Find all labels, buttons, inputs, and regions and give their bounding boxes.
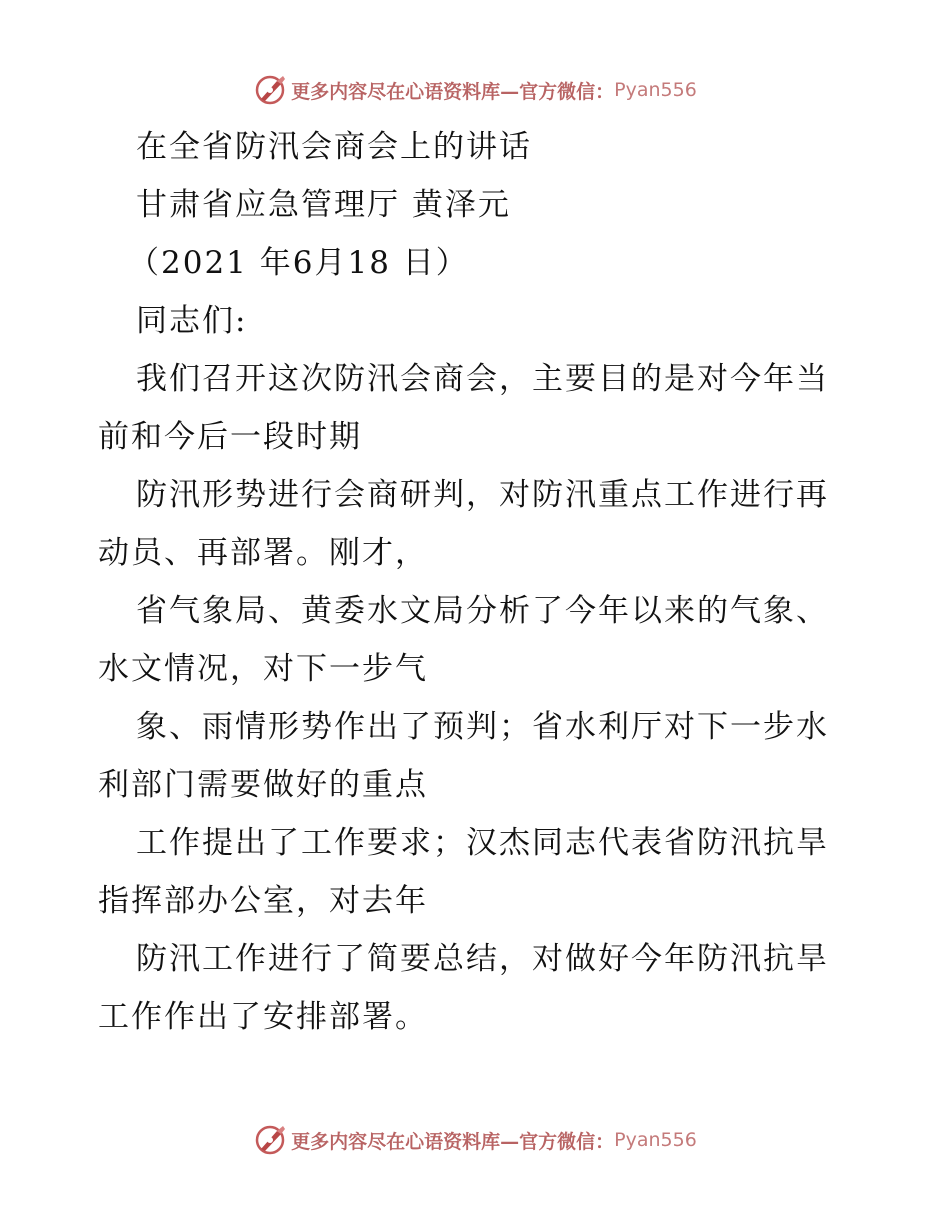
paragraph-line: 动员、再部署。刚才， [98, 535, 428, 571]
paragraph-line: 省气象局、黄委水文局分析了今年以来的气象、 [136, 593, 829, 629]
paragraph-line: 利部门需要做好的重点 [98, 767, 428, 803]
paragraph-line: 我们召开这次防汛会商会，主要目的是对今年当 [136, 361, 829, 397]
document-title: 在全省防汛会商会上的讲话 [136, 129, 532, 165]
paragraph-line: 防汛工作进行了简要总结，对做好今年防汛抗旱 [136, 941, 829, 977]
paragraph-line: 工作作出了安排部署。 [98, 999, 428, 1035]
watermark-text: 更多内容尽在心语资料库—官方微信： [291, 1130, 615, 1153]
pen-logo-icon [253, 71, 289, 107]
watermark-handle: Pyan556 [614, 1129, 697, 1151]
document-date: （2021 年6月18 日） [128, 245, 469, 281]
paragraph-line: 指挥部办公室，对去年 [98, 883, 428, 919]
document-author: 甘肃省应急管理厅 黄泽元 [136, 187, 511, 223]
paragraph-line: 前和今后一段时期 [98, 419, 362, 455]
watermark-handle: Pyan556 [614, 79, 697, 101]
paragraph-line: 水文情况，对下一步气 [98, 651, 428, 687]
document-salutation: 同志们: [136, 303, 248, 339]
document-body [98, 118, 858, 1046]
watermark-text: 更多内容尽在心语资料库—官方微信： [291, 80, 615, 103]
header-watermark [0, 70, 950, 110]
pen-logo-icon [253, 1121, 289, 1157]
paragraph-line: 防汛形势进行会商研判，对防汛重点工作进行再 [136, 477, 829, 513]
paragraph-line: 象、雨情形势作出了预判；省水利厅对下一步水 [136, 709, 829, 745]
footer-watermark [0, 1120, 950, 1160]
paragraph-line: 工作提出了工作要求；汉杰同志代表省防汛抗旱 [136, 825, 829, 861]
